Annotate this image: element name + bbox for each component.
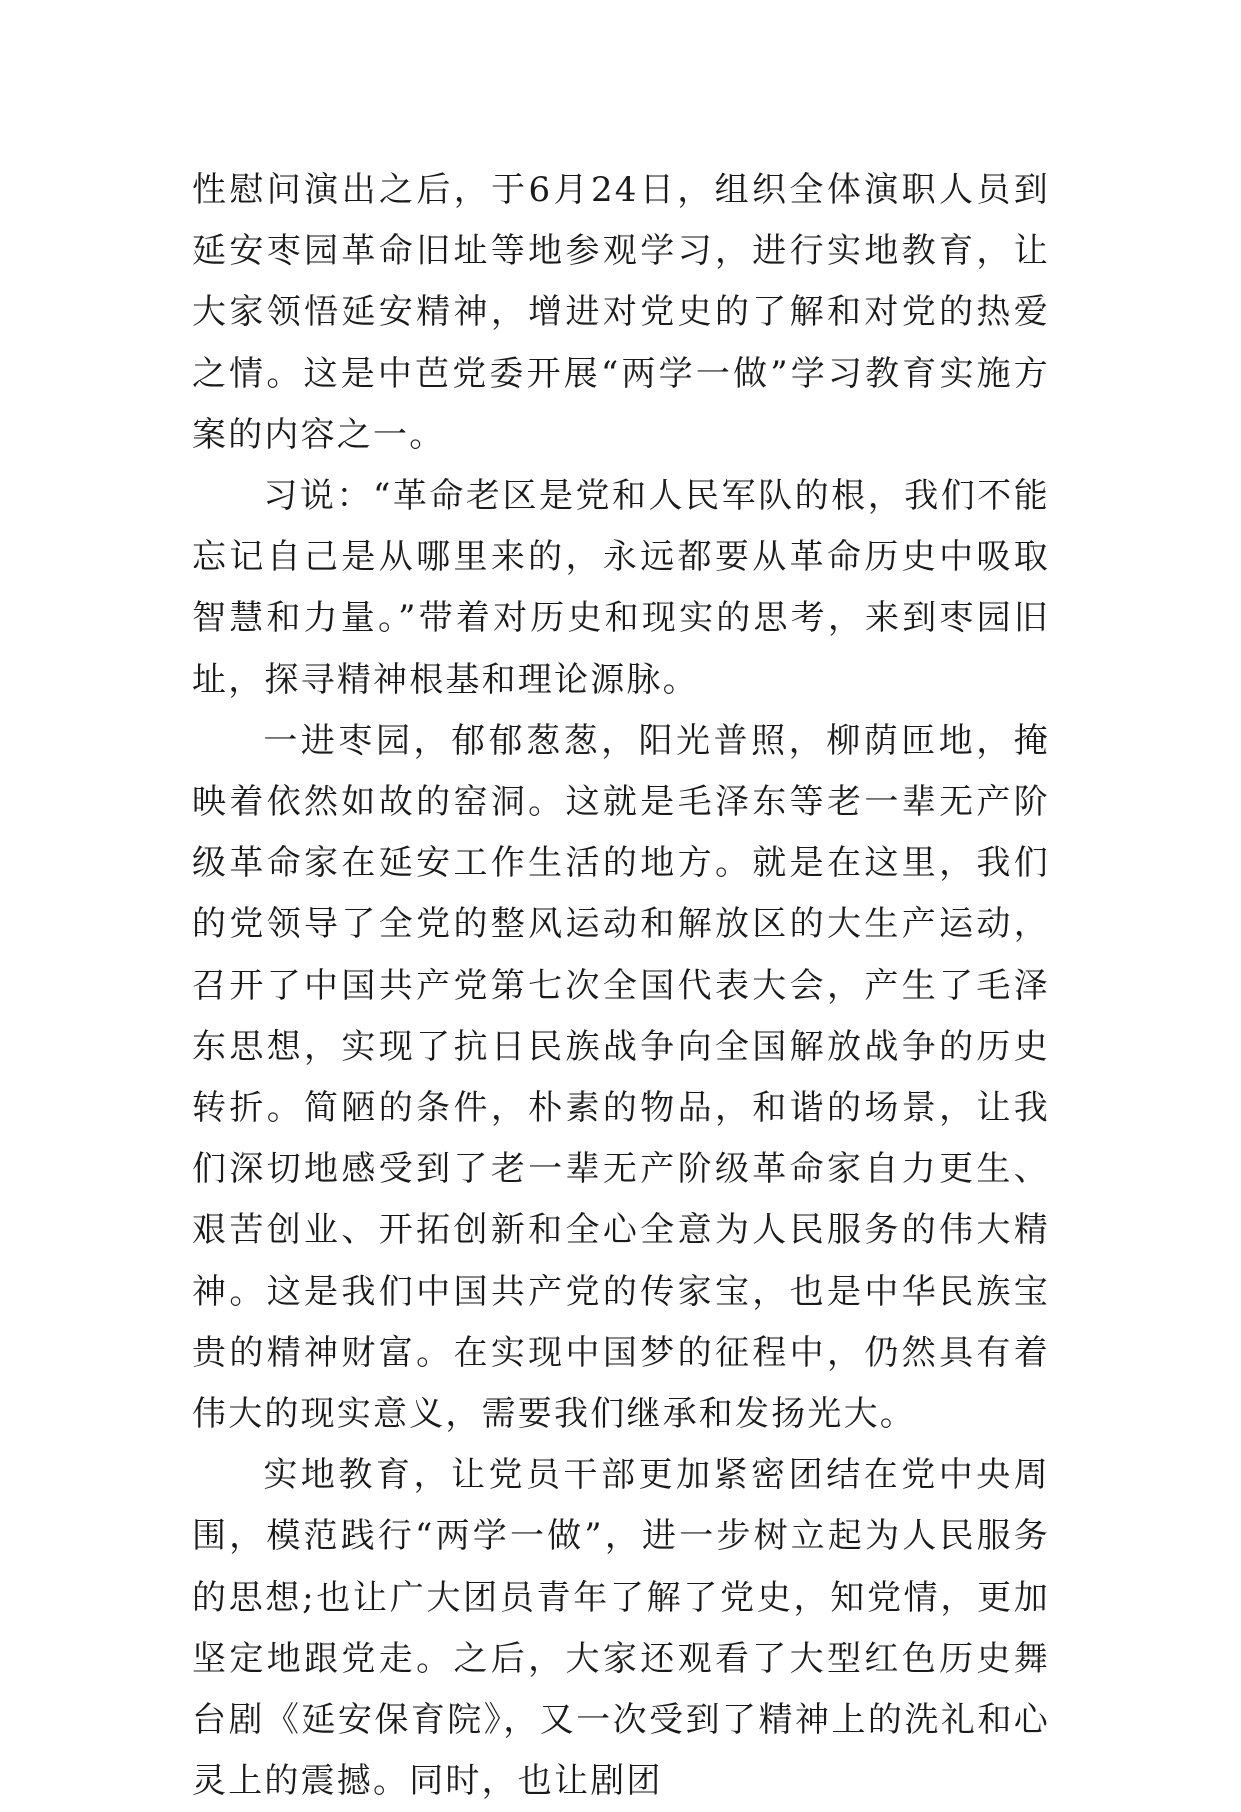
paragraph-2: 习说：“革命老区是党和人民军队的根，我们不能忘记自己是从哪里来的，永远都要从革命历史中吸取智慧和力量。”带着对历史和现实的思考，来到枣园旧址，探寻精神根基和理论源脉。: [192, 476, 1050, 700]
paragraph-3: 一进枣园，郁郁葱葱，阳光普照，柳荫匝地，掩映着依然如故的窑洞。这就是毛泽东等老一辈无产阶级革命家在延安工作生活的地方。就是在这里，我们的党领导了全党的整风运动和解放区的大生产运动，召开了中国共产党第七次全国代表大会，产生了毛泽东思想，实现了抗日民族战争向全国解放战争的历史转折。简陋的条件，朴素的物品，和谐的场景，让我们深切地感受到了老一辈无产阶级革命家自力更生、艰苦创业、开拓创新和全心全意为人民服务的伟大精神。这是我们中国共产党的传家宝，也是中华民族宝贵的精神财富。在实现中国梦的征程中，仍然具有着伟大的现实意义，需要我们继承和发扬光大。: [192, 720, 1050, 1435]
document-body: [192, 160, 1050, 1812]
paragraph-1: 性慰问演出之后，于6月24日，组织全体演职人员到延安枣园革命旧址等地参观学习，进行实地教育，让大家领悟延安精神，增进对党史的了解和对党的热爱之情。这是中芭党委开展“两学一做”学习教育实施方案的内容之一。: [192, 170, 1050, 455]
paragraph-4: 实地教育，让党员干部更加紧密团结在党中央周围，模范践行“两学一做”，进一步树立起为人民服务的思想;也让广大团员青年了解了党史，知党情，更加坚定地跟党走。之后，大家还观看了大型红色历史舞台剧《延安保育院》，又一次受到了精神上的洗礼和心灵上的震撼。同时，也让剧团: [192, 1455, 1050, 1802]
